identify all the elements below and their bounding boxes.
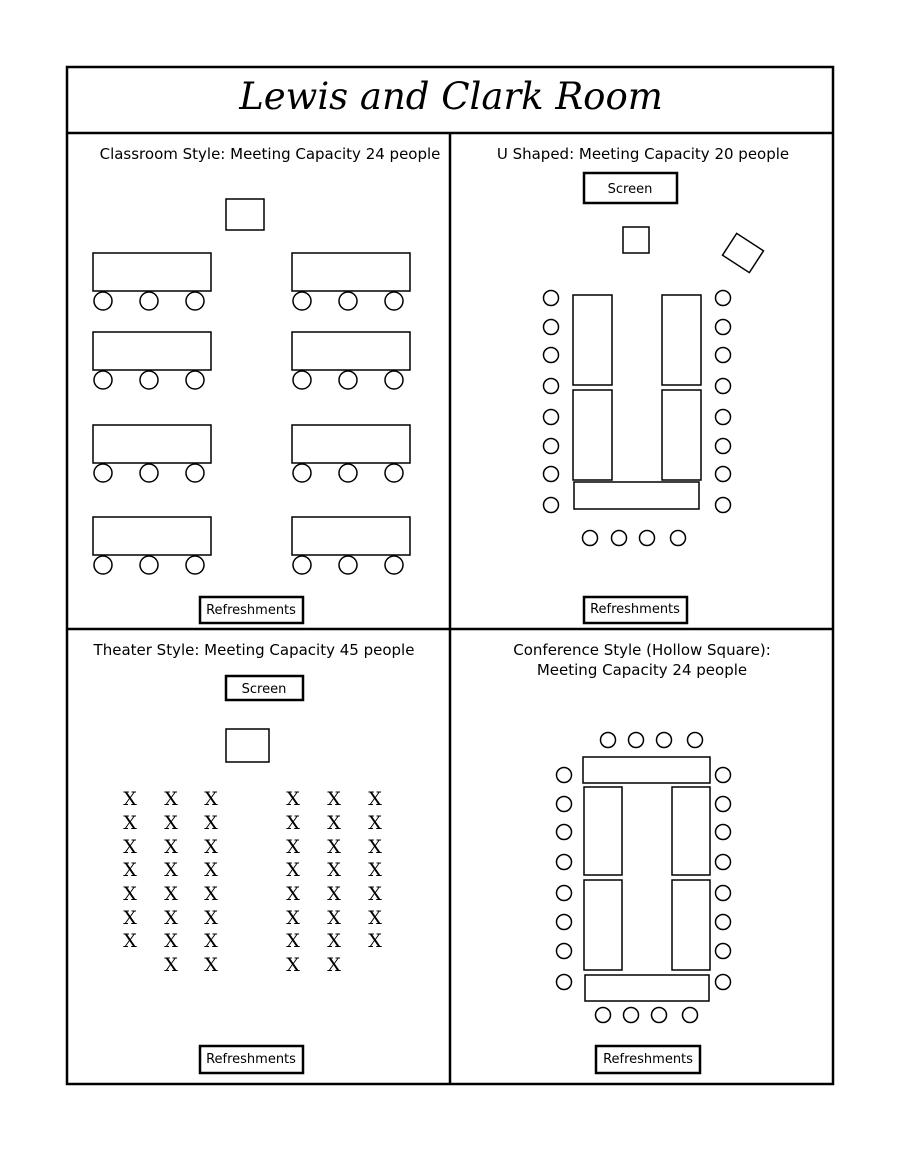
chair xyxy=(544,348,559,363)
theater-seat: X xyxy=(164,812,178,834)
chair xyxy=(94,464,112,482)
conference-heading-line1: Conference Style (Hollow Square): xyxy=(513,641,771,659)
chair xyxy=(716,825,731,840)
theater-seat: X xyxy=(286,883,300,905)
theater-seat: X xyxy=(164,954,178,976)
classroom-table xyxy=(292,253,410,291)
chair xyxy=(612,531,627,546)
ushape-tables xyxy=(573,295,701,509)
chair xyxy=(716,467,731,482)
classroom-refreshments-label: Refreshments xyxy=(206,603,296,618)
chair xyxy=(293,371,311,389)
chair xyxy=(688,733,703,748)
chair xyxy=(683,1008,698,1023)
theater-seat: X xyxy=(204,907,218,929)
chair xyxy=(596,1008,611,1023)
ushape-heading: U Shaped: Meeting Capacity 20 people xyxy=(496,145,790,163)
theater-seat: X xyxy=(123,788,137,810)
chair xyxy=(716,886,731,901)
theater-seat: X xyxy=(204,812,218,834)
theater-seat: X xyxy=(204,883,218,905)
chair xyxy=(140,556,158,574)
theater-seat: X xyxy=(204,788,218,810)
conference-table xyxy=(584,880,622,970)
chair xyxy=(385,556,403,574)
chair xyxy=(293,464,311,482)
chair xyxy=(716,975,731,990)
chair xyxy=(544,498,559,513)
chair xyxy=(716,855,731,870)
podium xyxy=(226,199,264,230)
theater-seat: X xyxy=(286,859,300,881)
theater-seat: X xyxy=(164,859,178,881)
theater-seat: X xyxy=(204,954,218,976)
ushape-table xyxy=(573,390,612,480)
chair xyxy=(716,379,731,394)
theater-seat: X xyxy=(164,907,178,929)
chair xyxy=(671,531,686,546)
theater-refreshments-label: Refreshments xyxy=(206,1052,296,1067)
chair xyxy=(601,733,616,748)
chair xyxy=(716,944,731,959)
theater-seat: X xyxy=(327,812,341,834)
podium xyxy=(226,729,269,762)
chair xyxy=(140,464,158,482)
chair xyxy=(385,371,403,389)
theater-seat: X xyxy=(286,930,300,952)
chair xyxy=(557,975,572,990)
classroom-table xyxy=(292,517,410,555)
theater-seat: X xyxy=(327,788,341,810)
conference-table xyxy=(672,880,710,970)
theater-seat: X xyxy=(123,883,137,905)
chair xyxy=(716,439,731,454)
chair xyxy=(186,464,204,482)
room-title: Lewis and Clark Room xyxy=(239,75,663,118)
panel-ushape xyxy=(497,145,789,623)
theater-seat: X xyxy=(327,930,341,952)
conference-refreshments-label: Refreshments xyxy=(603,1052,693,1067)
panel-classroom xyxy=(93,145,440,623)
classroom-table xyxy=(292,425,410,463)
chair xyxy=(385,464,403,482)
chair xyxy=(657,733,672,748)
ushape-table xyxy=(662,295,701,385)
panel-theater xyxy=(93,641,415,1073)
chair xyxy=(716,291,731,306)
theater-seat: X xyxy=(164,788,178,810)
theater-seat: X xyxy=(123,836,137,858)
theater-seat: X xyxy=(164,930,178,952)
chair xyxy=(293,292,311,310)
ushape-chairs xyxy=(544,291,731,546)
chair xyxy=(94,556,112,574)
theater-seat: X xyxy=(368,812,382,834)
ushape-screen-label: Screen xyxy=(607,182,653,197)
theater-screen-label: Screen xyxy=(241,682,287,697)
chair xyxy=(186,556,204,574)
theater-seat: X xyxy=(204,859,218,881)
chair xyxy=(583,531,598,546)
chair xyxy=(557,825,572,840)
ushape-table xyxy=(662,390,701,480)
theater-seat: X xyxy=(368,788,382,810)
chair xyxy=(339,464,357,482)
theater-seat: X xyxy=(164,883,178,905)
theater-seat: X xyxy=(164,836,178,858)
theater-seat: X xyxy=(123,907,137,929)
theater-seat: X xyxy=(204,930,218,952)
chair xyxy=(716,768,731,783)
theater-seat: X xyxy=(286,836,300,858)
chair xyxy=(385,292,403,310)
chair xyxy=(186,371,204,389)
theater-seat: X xyxy=(327,859,341,881)
theater-seat: X xyxy=(123,859,137,881)
theater-seat: X xyxy=(327,907,341,929)
theater-seat: X xyxy=(368,836,382,858)
chair xyxy=(293,556,311,574)
chair xyxy=(629,733,644,748)
theater-seat: X xyxy=(368,930,382,952)
ushape-table xyxy=(573,295,612,385)
chair xyxy=(557,768,572,783)
conference-table xyxy=(584,787,622,875)
theater-seat: X xyxy=(368,883,382,905)
classroom-table xyxy=(93,425,211,463)
panel-conference xyxy=(513,641,771,1073)
chair xyxy=(652,1008,667,1023)
chair xyxy=(557,886,572,901)
chair xyxy=(557,944,572,959)
theater-heading: Theater Style: Meeting Capacity 45 people xyxy=(93,641,415,659)
podium xyxy=(623,227,649,253)
chair xyxy=(339,292,357,310)
chair xyxy=(544,379,559,394)
theater-seats xyxy=(123,788,382,976)
chair xyxy=(716,498,731,513)
chair xyxy=(716,320,731,335)
theater-seat: X xyxy=(286,907,300,929)
theater-seat: X xyxy=(327,954,341,976)
chair xyxy=(94,371,112,389)
classroom-table xyxy=(93,332,211,370)
classroom-table xyxy=(292,332,410,370)
chair xyxy=(544,467,559,482)
chair xyxy=(557,797,572,812)
projector-cart xyxy=(723,233,764,272)
ushape-refreshments-label: Refreshments xyxy=(590,602,680,617)
theater-seat: X xyxy=(286,788,300,810)
chair xyxy=(544,439,559,454)
theater-seat: X xyxy=(286,812,300,834)
chair xyxy=(716,915,731,930)
theater-seat: X xyxy=(204,836,218,858)
theater-seat: X xyxy=(327,836,341,858)
theater-seat: X xyxy=(123,812,137,834)
chair xyxy=(544,291,559,306)
chair xyxy=(557,855,572,870)
chair xyxy=(624,1008,639,1023)
chair xyxy=(339,556,357,574)
chair xyxy=(140,292,158,310)
conference-heading-line2: Meeting Capacity 24 people xyxy=(536,661,748,679)
classroom-tables xyxy=(93,253,410,574)
chair xyxy=(557,915,572,930)
chair xyxy=(716,348,731,363)
classroom-table xyxy=(93,253,211,291)
ushape-table xyxy=(574,482,699,509)
theater-seat: X xyxy=(286,954,300,976)
chair xyxy=(94,292,112,310)
classroom-heading: Classroom Style: Meeting Capacity 24 people xyxy=(99,145,441,163)
chair xyxy=(716,797,731,812)
theater-seat: X xyxy=(368,859,382,881)
conference-table xyxy=(672,787,710,875)
chair xyxy=(544,320,559,335)
conference-table xyxy=(583,757,710,783)
chair xyxy=(544,410,559,425)
conference-table xyxy=(585,975,709,1001)
chair xyxy=(140,371,158,389)
chair xyxy=(716,410,731,425)
classroom-table xyxy=(93,517,211,555)
chair xyxy=(186,292,204,310)
theater-seat: X xyxy=(368,907,382,929)
conference-tables xyxy=(583,757,710,1001)
chair xyxy=(339,371,357,389)
theater-seat: X xyxy=(327,883,341,905)
chair xyxy=(640,531,655,546)
theater-seat: X xyxy=(123,930,137,952)
